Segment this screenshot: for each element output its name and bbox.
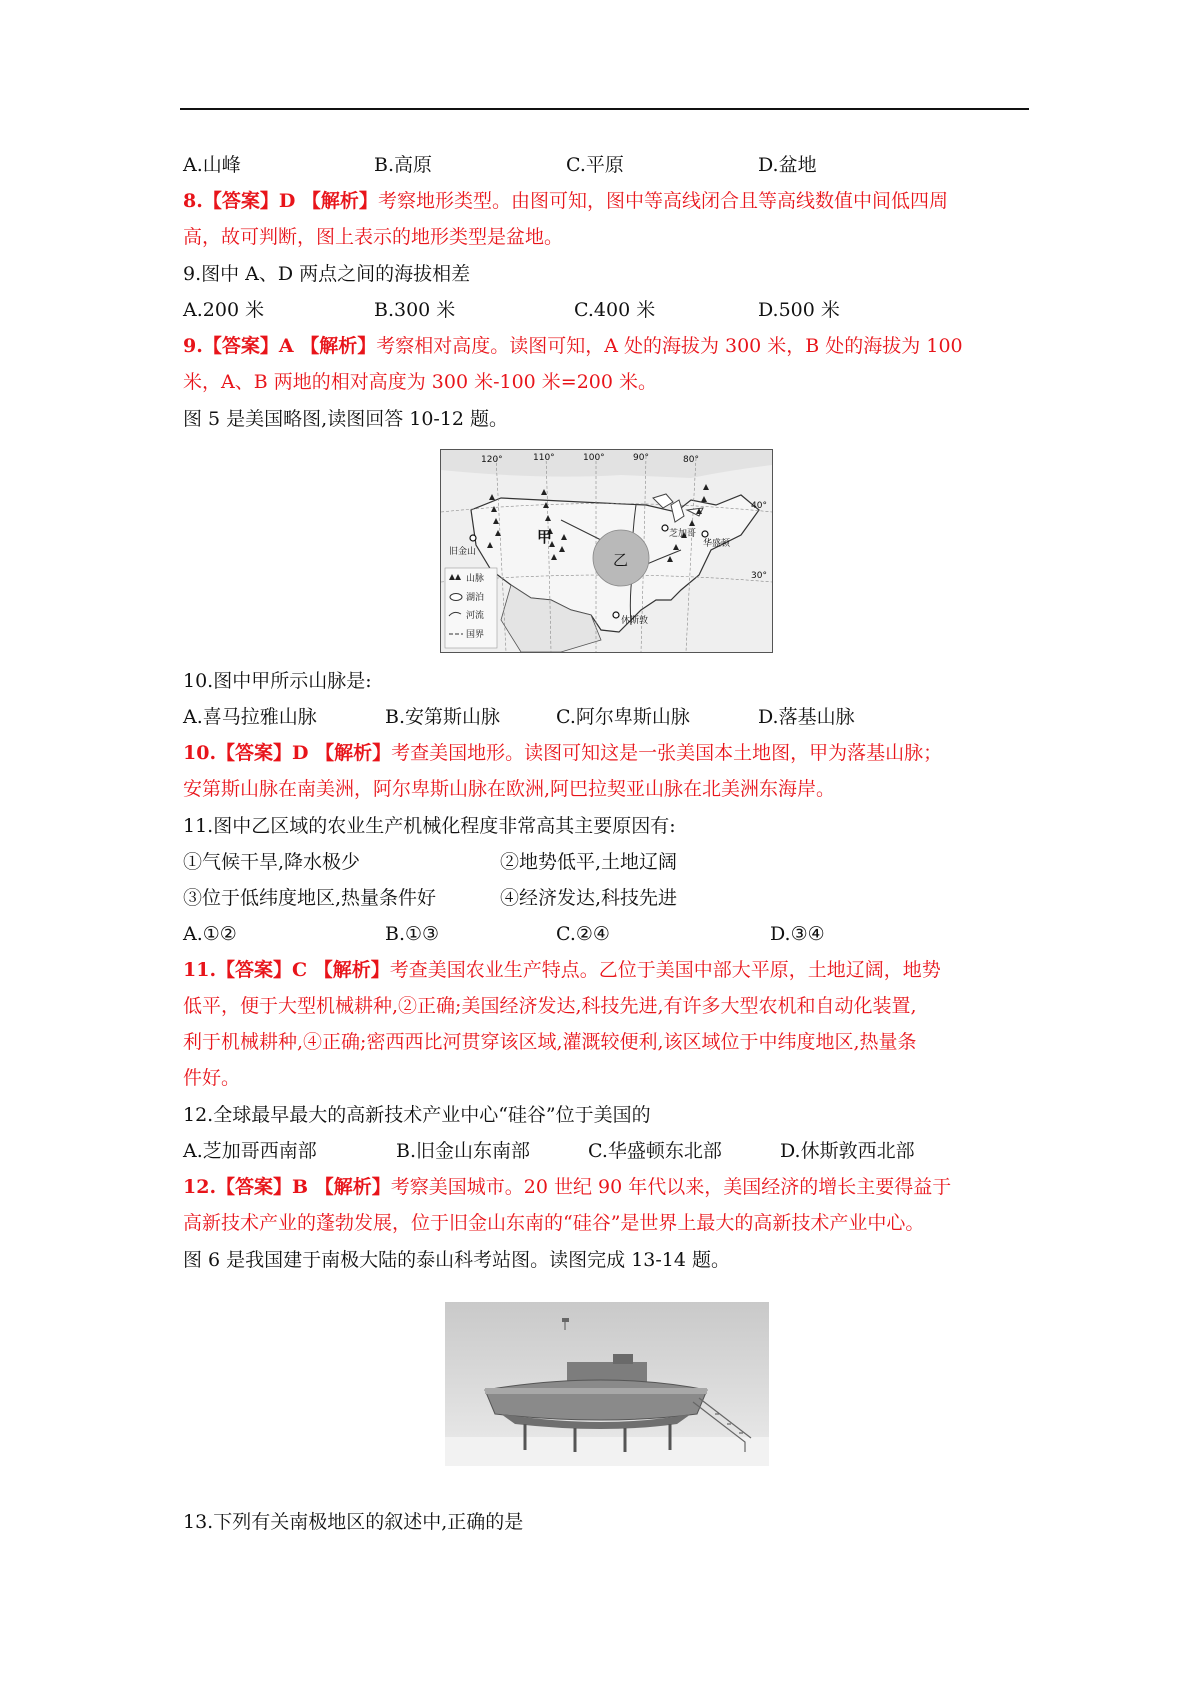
q10-answer-line1 — [183, 744, 942, 763]
option-a: A.山峰 — [183, 154, 241, 176]
q11-answer-line1 — [183, 961, 941, 980]
option-c: C.平原 — [566, 154, 624, 176]
answer-head: 10.【答案】D 【解析】 — [183, 742, 392, 764]
option-b: B.①③ — [385, 923, 440, 945]
option-b: B.300 米 — [374, 299, 456, 321]
lon-label-100: 100° — [583, 453, 605, 463]
option-d: D.③④ — [770, 923, 825, 945]
answer-text: 考察相对高度。读图可知，A 处的海拔为 300 米，B 处的海拔为 100 — [376, 335, 963, 357]
option-a: A.喜马拉雅山脉 — [183, 706, 317, 728]
city-san-francisco: 旧金山 — [449, 547, 477, 557]
region-label-jia: 甲 — [537, 528, 553, 546]
option-d: D.盆地 — [758, 154, 817, 176]
station-photo-svg — [445, 1302, 769, 1466]
legend-mountain: 山脉 — [466, 574, 485, 584]
answer-text: 考察美国城市。20 世纪 90 年代以来，美国经济的增长主要得益于 — [390, 1176, 952, 1198]
q11-stem: 11.图中乙区域的农业生产机械化程度非常高其主要原因有: — [183, 815, 676, 837]
q12-stem: 12.全球最早最大的高新技术产业中心“硅谷”位于美国的 — [183, 1104, 651, 1126]
q13-stem: 13.下列有关南极地区的叙述中,正确的是 — [183, 1511, 524, 1533]
option-c: C.华盛顿东北部 — [588, 1140, 722, 1162]
option-c: C.②④ — [556, 923, 610, 945]
header-rule — [180, 108, 1029, 110]
q8-answer-line2: 高，故可判断，图上表示的地形类型是盆地。 — [183, 226, 564, 248]
option-c: C.阿尔卑斯山脉 — [556, 706, 690, 728]
answer-head: 12.【答案】B 【解析】 — [183, 1176, 391, 1198]
item-1: ①气候干旱,降水极少 — [183, 851, 361, 873]
option-c: C.400 米 — [574, 299, 656, 321]
option-d: D.落基山脉 — [758, 706, 855, 728]
us-map-figure — [440, 449, 773, 653]
answer-text: 考查美国农业生产特点。乙位于美国中部大平原，土地辽阔，地势 — [389, 959, 941, 981]
answer-text: 考察地形类型。由图可知，图中等高线闭合且等高线数值中间低四周 — [377, 190, 948, 212]
q9-answer-line2: 米，A、B 两地的相对高度为 300 米-100 米=200 米。 — [183, 371, 658, 393]
city-chicago: 芝加哥 — [669, 529, 697, 539]
q12-answer-line2: 高新技术产业的蓬勃发展，位于旧金山东南的“硅谷”是世界上最大的高新技术产业中心。 — [183, 1212, 925, 1234]
option-d: D.500 米 — [758, 299, 840, 321]
legend-border: 国界 — [466, 630, 485, 640]
city-washington: 华盛顿 — [703, 539, 731, 549]
map-legend — [445, 568, 497, 648]
lon-label-110: 110° — [533, 453, 555, 463]
q9-stem: 9.图中 A、D 两点之间的海拔相差 — [183, 263, 471, 285]
item-3: ③位于低纬度地区,热量条件好 — [183, 887, 437, 909]
option-a: A.200 米 — [183, 299, 265, 321]
answer-head: 9.【答案】A 【解析】 — [183, 335, 377, 357]
lon-label-120: 120° — [481, 455, 503, 465]
city-houston: 休斯敦 — [621, 616, 649, 626]
option-b: B.安第斯山脉 — [385, 706, 501, 728]
legend-river: 河流 — [466, 611, 485, 621]
q10-stem: 10.图中甲所示山脉是: — [183, 670, 372, 692]
lat-label-30: 30° — [751, 571, 767, 581]
lat-label-40: 40° — [751, 501, 767, 511]
answer-head: 8.【答案】D 【解析】 — [183, 190, 378, 212]
option-a: A.①② — [183, 923, 237, 945]
q11-answer-line2: 低平，便于大型机械耕种,②正确;美国经济发达,科技先进,有许多大型农机和自动化装置, — [183, 995, 917, 1017]
item-4: ④经济发达,科技先进 — [500, 887, 678, 909]
q8-answer-line1 — [183, 192, 948, 211]
lon-label-90: 90° — [633, 453, 649, 463]
option-a: A.芝加哥西南部 — [183, 1140, 317, 1162]
fig6-caption: 图 6 是我国建于南极大陆的泰山科考站图。读图完成 13-14 题。 — [183, 1249, 731, 1271]
option-d: D.休斯敦西北部 — [780, 1140, 915, 1162]
option-b: B.高原 — [374, 154, 433, 176]
q11-answer-line3: 利于机械耕种,④正确;密西西比河贯穿该区域,灌溉较便利,该区域位于中纬度地区,热量条 — [183, 1031, 917, 1053]
fig5-caption: 图 5 是美国略图,读图回答 10-12 题。 — [183, 408, 509, 430]
legend-lake: 湖泊 — [466, 593, 485, 603]
answer-text: 考查美国地形。读图可知这是一张美国本土地图，甲为落基山脉； — [391, 742, 943, 764]
lon-label-80: 80° — [683, 455, 699, 465]
q12-answer-line1 — [183, 1178, 951, 1197]
item-2: ②地势低平,土地辽阔 — [500, 851, 678, 873]
answer-head: 11.【答案】C 【解析】 — [183, 959, 390, 981]
region-label-yi: 乙 — [613, 551, 629, 569]
station-photo — [445, 1302, 769, 1466]
q11-answer-line4: 件好。 — [183, 1067, 241, 1089]
option-b: B.旧金山东南部 — [396, 1140, 531, 1162]
q10-answer-line2: 安第斯山脉在南美洲，阿尔卑斯山脉在欧洲,阿巴拉契亚山脉在北美洲东海岸。 — [183, 778, 836, 800]
us-map-svg — [441, 450, 772, 652]
q9-answer-line1 — [183, 337, 963, 356]
